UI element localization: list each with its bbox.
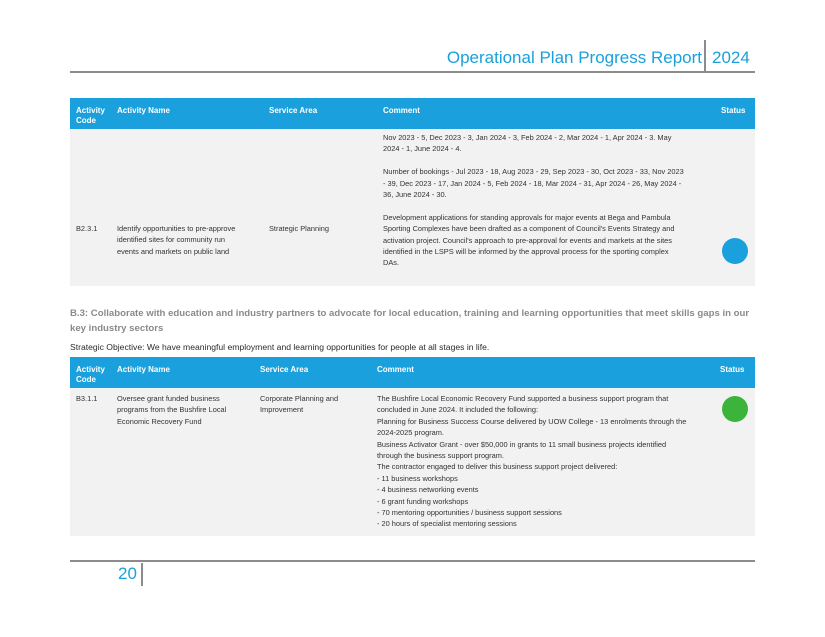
- activity-table-b2: [70, 98, 755, 286]
- column-header-status: Status: [720, 365, 745, 374]
- table-header: [70, 357, 755, 388]
- column-header-name: Activity Name: [117, 106, 170, 115]
- footer-rule: [70, 560, 755, 562]
- comment-cell: Nov 2023 - 5, Dec 2023 - 3, Jan 2024 - 3, Feb 2024 - 2, Mar 2024 - 1, Apr 2024 - 3. May 2024 - 1, June 2024 - 4. Number of bookings - Jul 2023 - 18, Aug 2023 - 29, Sep 2023 - 30, Oct 2023 - 33, Nov 2023 - 39, Dec 2023 - 17, Jan 2024 - 5, Feb 2024 - 18, Mar 2024 - 31, Apr 2024 - 26, May 2024 - 36, June 2024 - 30. Development applications for standing approvals for major events at Bega and Pambula Sporting Complexes have been drafted as a component of Council's Events Strategy and activation project. Council's approach to pre-approval for events and markets at the sites identified in the LSPS will be informed by the approval process for the sporting complex DAs.: [383, 133, 684, 268]
- page-number: 20: [118, 564, 137, 583]
- strategic-objective: Strategic Objective: We have meaningful employment and learning opportunities for people at all stages in life.: [70, 342, 490, 352]
- table-row: [70, 388, 755, 536]
- column-header-comment: Comment: [377, 365, 414, 374]
- column-header-service-area: Service Area: [269, 106, 318, 115]
- column-header-status: Status: [721, 106, 746, 115]
- activity-code: B2.3.1: [76, 224, 98, 233]
- section-heading: B.3: Collaborate with education and industry partners to advocate for local education, training and learning opportunities that meet skills gaps in our key industry sectors: [70, 308, 750, 334]
- report-year: 2024: [712, 48, 750, 67]
- column-header-code: Activity Code: [76, 365, 105, 384]
- column-header-service-area: Service Area: [260, 365, 309, 374]
- activity-table-b3: [70, 357, 755, 536]
- column-header-name: Activity Name: [117, 365, 170, 374]
- service-area: Corporate Planning and Improvement: [260, 394, 339, 415]
- header-divider: [704, 40, 706, 73]
- comment-cell: The Bushfire Local Economic Recovery Fund supported a business support program that concluded in June 2024. It included the following: Planning for Business Success Course delivered by UOW College - 13 enrolments through the 2024-2025 program. Business Activator Grant - over $50,000 in grants to 11 small business projects identified through the business support program. The contractor engaged to deliver this business support project delivered: - 11 business workshops - 4 business networking events - 6 grant funding workshops - 70 mentoring opportunities / business support sessions - 20 hours of specialist mentoring sessions: [377, 394, 687, 529]
- report-title: Operational Plan Progress Report: [446, 48, 702, 67]
- footer-divider: [141, 563, 143, 586]
- activity-code: B3.1.1: [76, 394, 98, 403]
- column-header-code: Activity Code: [76, 106, 105, 125]
- table-row: [70, 129, 755, 286]
- column-header-comment: Comment: [383, 106, 420, 115]
- activity-name: Oversee grant funded business programs from the Bushfire Local Economic Recovery Fund: [117, 394, 227, 426]
- activity-name: Identify opportunities to pre-approve identified sites for community run events and markets on public land: [117, 224, 236, 256]
- table-header: [70, 98, 755, 129]
- status-indicator: [722, 396, 748, 422]
- status-indicator: [722, 238, 748, 264]
- service-area: Strategic Planning: [269, 224, 329, 233]
- header-rule: [70, 71, 755, 73]
